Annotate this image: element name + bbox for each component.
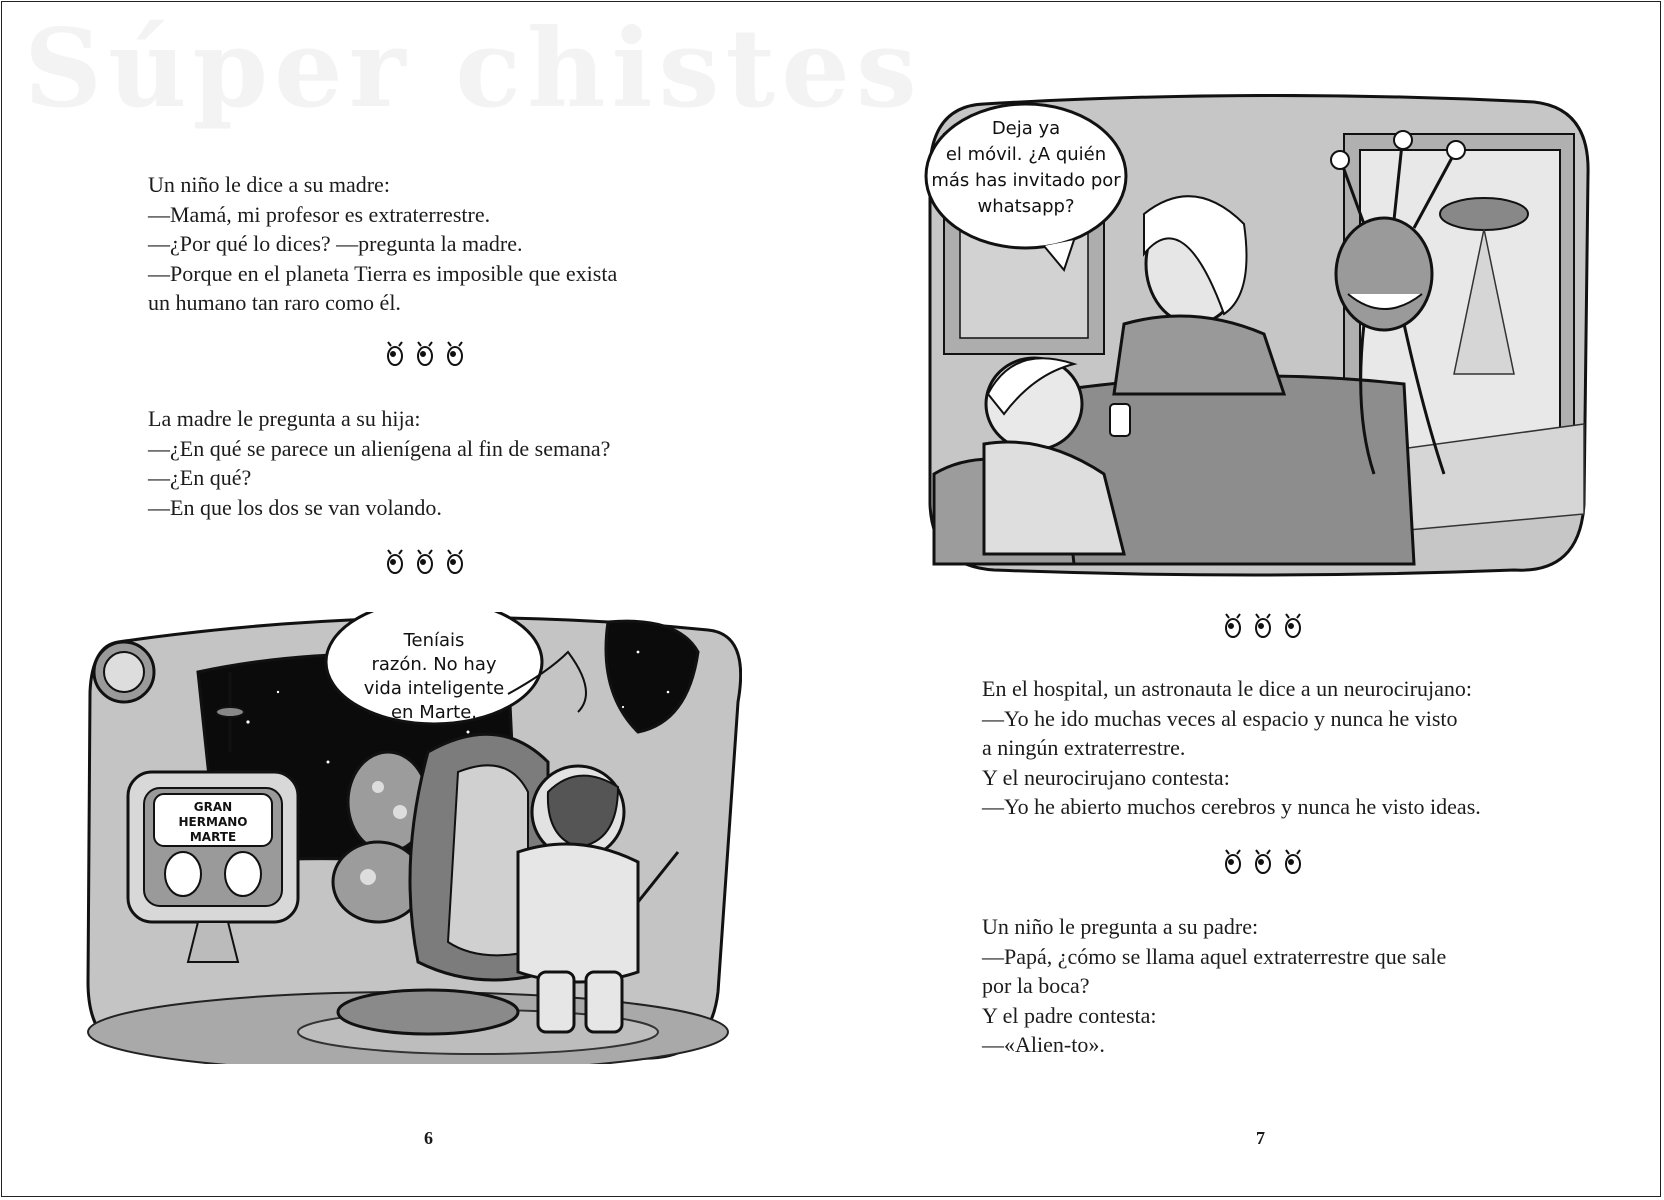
joke-4 xyxy=(982,912,1446,1060)
tv-sign-line: HERMANO xyxy=(178,815,248,829)
joke-line: Un niño le dice a su madre: xyxy=(148,172,390,197)
joke-line: un humano tan raro como él. xyxy=(148,290,401,315)
illustration-mother-panel xyxy=(924,94,1592,580)
joke-line: Y el neurocirujano contesta: xyxy=(982,764,1230,790)
speech-bubble-line: razón. No hay xyxy=(371,654,497,675)
joke-line: Un niño le pregunta a su padre: xyxy=(982,914,1259,939)
watermark-title: Súper chistes xyxy=(24,6,923,132)
speech-bubble-line: en Marte. xyxy=(390,702,478,723)
alien-separator-icon xyxy=(380,340,470,370)
joke-line: —Yo he ido muchas veces al espacio y nunca he visto xyxy=(982,705,1458,731)
joke-line: —«Alien-to». xyxy=(982,1032,1105,1057)
joke-line: —¿En qué? xyxy=(148,465,252,490)
illustration-astronaut-panel xyxy=(78,612,742,1064)
alien-separator-icon xyxy=(380,548,470,578)
joke-line: a ningún extraterrestre. xyxy=(982,735,1186,760)
joke-line: —¿Por qué lo dices? —pregunta la madre. xyxy=(148,231,523,256)
joke-line: —En que los dos se van volando. xyxy=(148,494,442,520)
speech-bubble-line: el móvil. ¿A quién xyxy=(945,144,1107,165)
joke-line: Y el padre contesta: xyxy=(982,1002,1157,1028)
joke-1 xyxy=(148,170,617,318)
speech-bubble-line: Teníais xyxy=(403,630,465,651)
joke-2 xyxy=(148,404,610,522)
page-number: 6 xyxy=(424,1128,433,1148)
speech-bubble-line: whatsapp? xyxy=(977,196,1075,217)
joke-line: La madre le pregunta a su hija: xyxy=(148,406,421,431)
joke-line: —Mamá, mi profesor es extraterrestre. xyxy=(148,201,491,227)
joke-line: —Yo he abierto muchos cerebros y nunca he visto ideas. xyxy=(982,794,1481,819)
joke-line: En el hospital, un astronauta le dice a un neurocirujano: xyxy=(982,676,1472,701)
joke-line: —Porque en el planeta Tierra es imposible que exista xyxy=(148,260,618,286)
alien-separator-icon xyxy=(1218,612,1308,642)
alien-separator-icon xyxy=(1218,848,1308,878)
joke-3 xyxy=(982,674,1481,822)
tv-sign-line: GRAN xyxy=(193,800,233,814)
speech-bubble-line: más has invitado por xyxy=(931,170,1121,191)
joke-line: —¿En qué se parece un alienígena al fin de semana? xyxy=(148,435,611,461)
speech-bubble-line: Deja ya xyxy=(991,118,1061,139)
joke-line: por la boca? xyxy=(982,973,1090,998)
speech-bubble-line: vida inteligente xyxy=(363,678,505,699)
tv-sign-line: MARTE xyxy=(189,830,237,844)
page-number: 7 xyxy=(1256,1128,1265,1148)
joke-line: —Papá, ¿cómo se llama aquel extraterrestre que sale xyxy=(982,943,1447,969)
